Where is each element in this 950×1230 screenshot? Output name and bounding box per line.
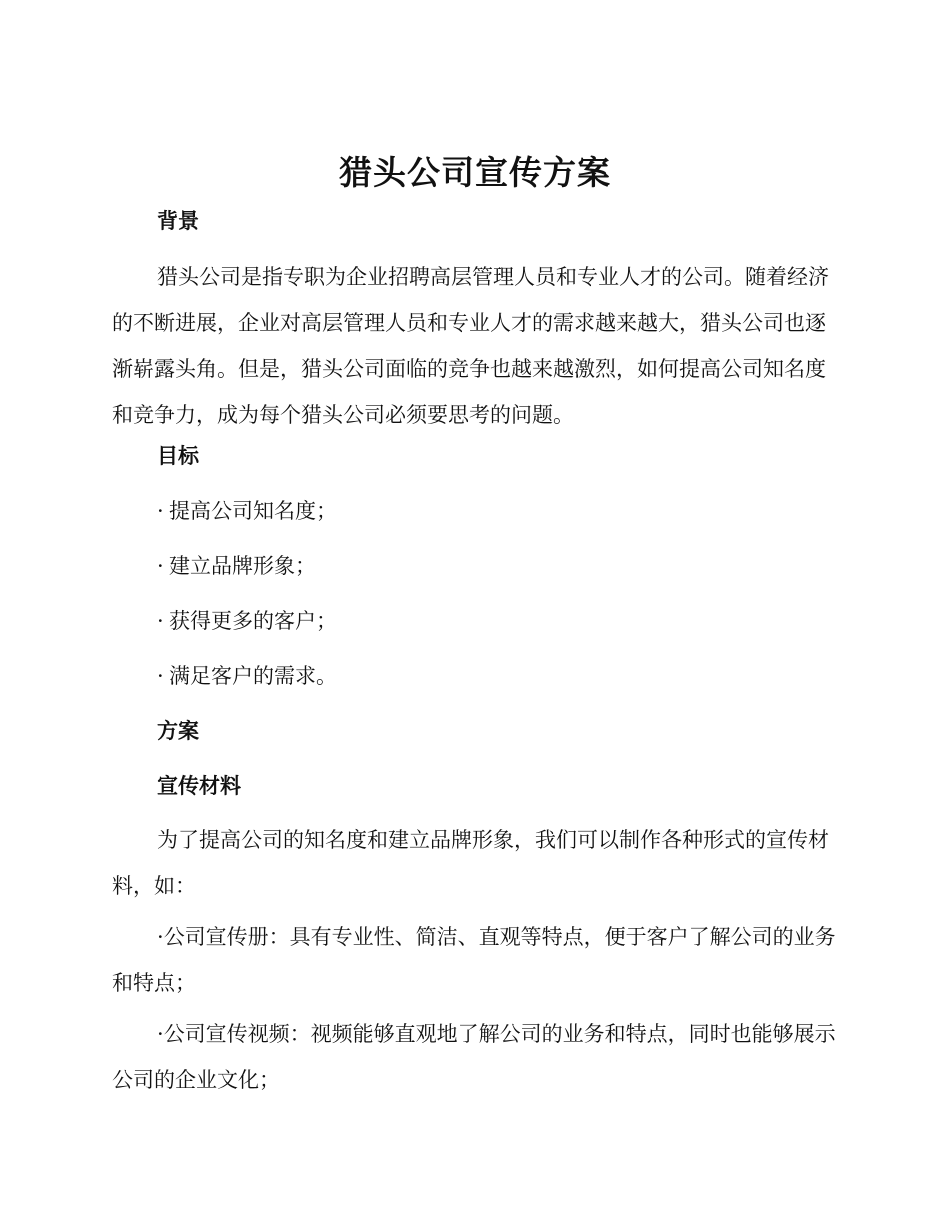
bullet-symbol: · bbox=[157, 664, 164, 688]
goal-item-text: 建立品牌形象； bbox=[169, 554, 316, 578]
goal-item bbox=[157, 661, 337, 691]
goal-item bbox=[157, 551, 316, 581]
document-title: 猎头公司宣传方案 bbox=[339, 153, 611, 192]
goal-item bbox=[157, 606, 337, 636]
bullet-symbol: · bbox=[157, 1022, 164, 1046]
section-heading-background: 背景 bbox=[157, 209, 199, 233]
materials-item-text: 公司宣传视频：视频能够直观地了解公司的业务和特点，同时也能够展示公司的企业文化； bbox=[112, 1022, 836, 1092]
materials-item bbox=[112, 1011, 838, 1103]
goal-item-text: 满足客户的需求。 bbox=[169, 664, 337, 688]
materials-intro-paragraph: 为了提高公司的知名度和建立品牌形象，我们可以制作各种形式的宣传材料，如： bbox=[112, 828, 829, 898]
bullet-symbol: · bbox=[157, 554, 164, 578]
materials-item bbox=[112, 914, 838, 1006]
goal-item-text: 获得更多的客户； bbox=[169, 609, 337, 633]
background-paragraph: 猎头公司是指专职为企业招聘高层管理人员和专业人才的公司。随着经济的不断进展，企业对高层管理人员和专业人才的需求越来越大，猎头公司也逐渐崭露头角。但是，猎头公司面临的竞争也越来越激烈，如何提高公司知名度和竞争力，成为每个猎头公司必须要思考的问题。 bbox=[112, 265, 829, 427]
goal-item-text: 提高公司知名度； bbox=[169, 499, 337, 523]
bullet-symbol: · bbox=[157, 499, 164, 523]
materials-item-text: 公司宣传册：具有专业性、简洁、直观等特点，便于客户了解公司的业务和特点； bbox=[112, 925, 836, 995]
bullet-symbol: · bbox=[157, 609, 164, 633]
goal-item bbox=[157, 496, 337, 526]
section-heading-goals: 目标 bbox=[157, 444, 199, 468]
section-heading-plan: 方案 bbox=[157, 719, 199, 743]
subsection-heading-materials: 宣传材料 bbox=[157, 774, 241, 798]
bullet-symbol: · bbox=[157, 925, 164, 949]
